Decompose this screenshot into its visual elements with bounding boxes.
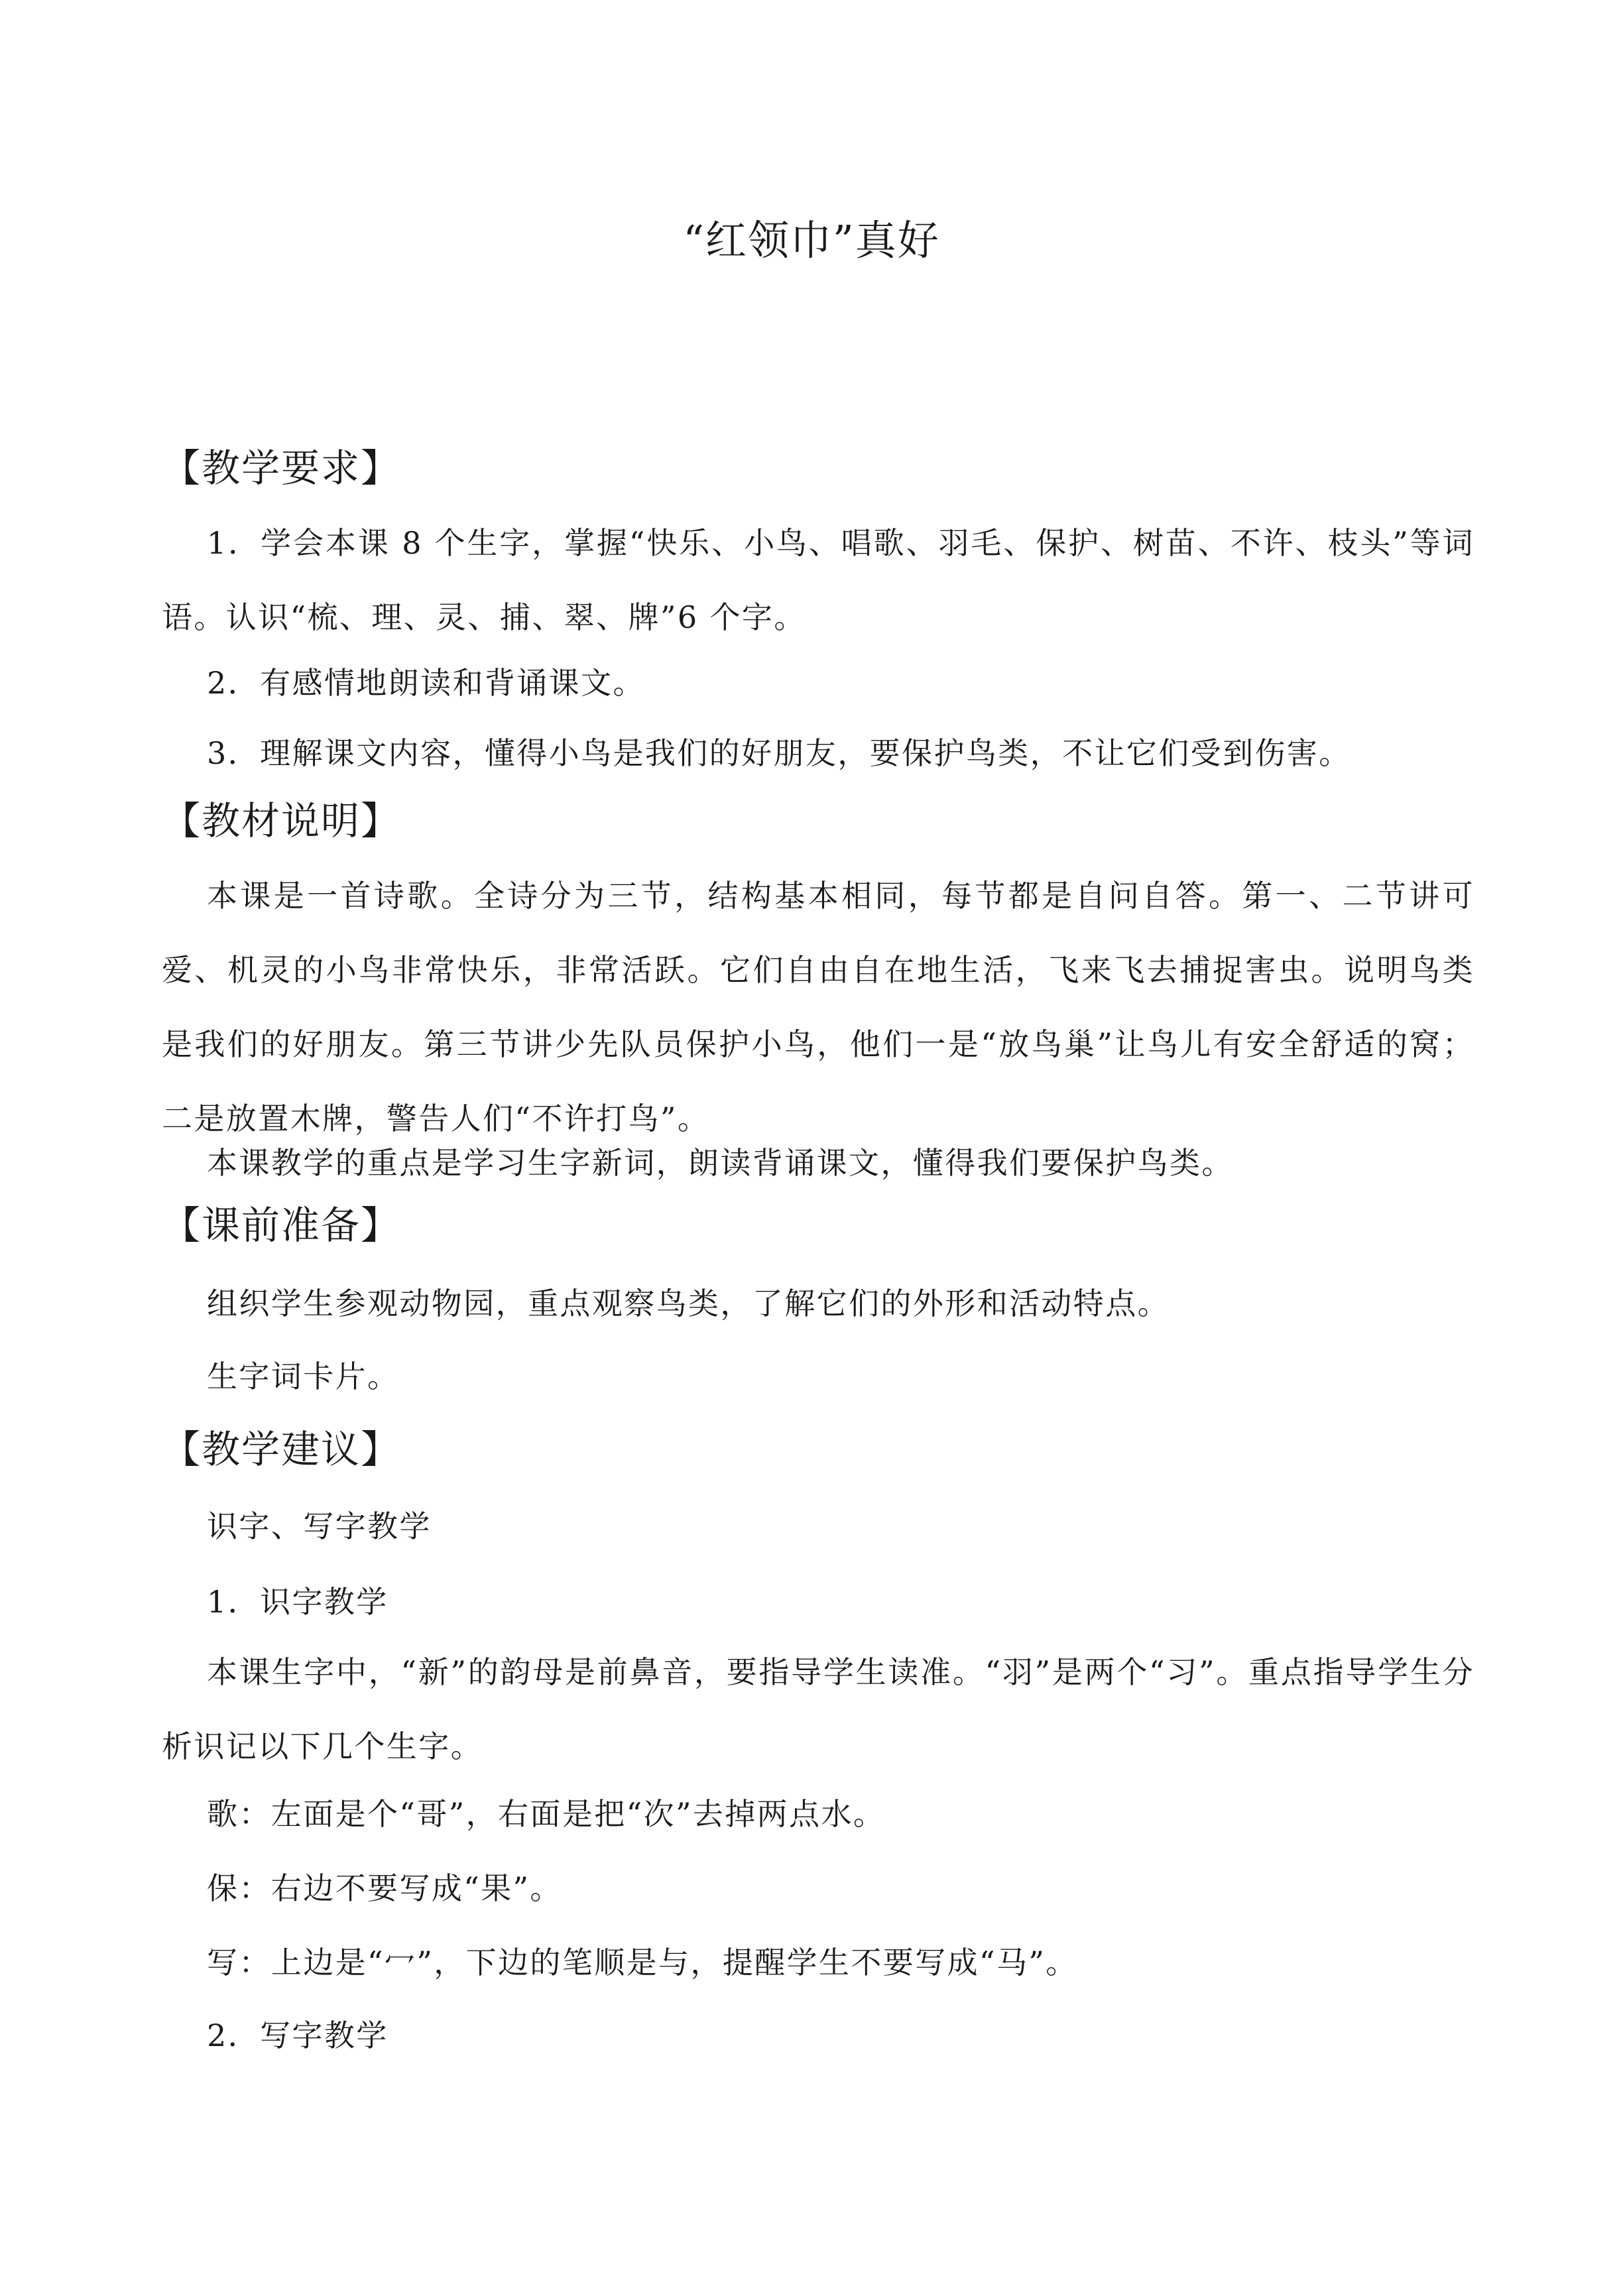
preparation-item-1: 组织学生参观动物园，重点观察鸟类，了解它们的外形和活动特点。 <box>207 1286 1170 1321</box>
character-note-ge: 歌：左面是个“哥”，右面是把“次”去掉两点水。 <box>207 1796 886 1832</box>
suggestions-paragraph-1: 本课生字中，“新”的韵母是前鼻音，要指导学生读准。“羽”是两个“习”。重点指导学生分析识记以下几个生字。 <box>162 1654 1474 1764</box>
requirement-item-3: 3．理解课文内容，懂得小鸟是我们的好朋友，要保护鸟类，不让它们受到伤害。 <box>207 735 1351 771</box>
suggestions-subheading-1: 识字、写字教学 <box>207 1508 432 1544</box>
suggestions-subheading-2: 1．识字教学 <box>207 1584 389 1620</box>
materials-paragraph-2: 本课教学的重点是学习生字新词，朗读背诵课文，懂得我们要保护鸟类。 <box>207 1145 1234 1181</box>
preparation-item-2: 生字词卡片。 <box>207 1359 400 1394</box>
character-note-bao: 保：右边不要写成“果”。 <box>207 1870 562 1906</box>
section-heading-materials: 【教材说明】 <box>162 798 401 843</box>
section-heading-preparation: 【课前准备】 <box>162 1203 401 1248</box>
requirement-item-2: 2．有感情地朗读和背诵课文。 <box>207 665 645 701</box>
section-heading-requirements: 【教学要求】 <box>162 446 401 491</box>
suggestions-subheading-3: 2．写字教学 <box>207 2018 389 2053</box>
section-heading-suggestions: 【教学建议】 <box>162 1427 401 1472</box>
character-note-xie: 写：上边是“冖”，下边的笔顺是与，提醒学生不要写成“马”。 <box>207 1945 1078 1980</box>
document-title: “红领巾”真好 <box>683 216 940 265</box>
requirement-item-1: 1．学会本课 8 个生字，掌握“快乐、小鸟、唱歌、羽毛、保护、树苗、不许、枝头”等词语。认识“梳、理、灵、捕、翠、牌”6 个字。 <box>162 525 1474 635</box>
materials-paragraph-1: 本课是一首诗歌。全诗分为三节，结构基本相同，每节都是自问自答。第一、二节讲可爱、机灵的小鸟非常快乐，非常活跃。它们自由自在地生活，飞来飞去捕捉害虫。说明鸟类是我们的好朋友。第三节讲少先队员保护小鸟，他们一是“放鸟巢”让鸟儿有安全舒适的窝；二是放置木牌，警告人们“不许打鸟”。 <box>162 878 1474 1136</box>
